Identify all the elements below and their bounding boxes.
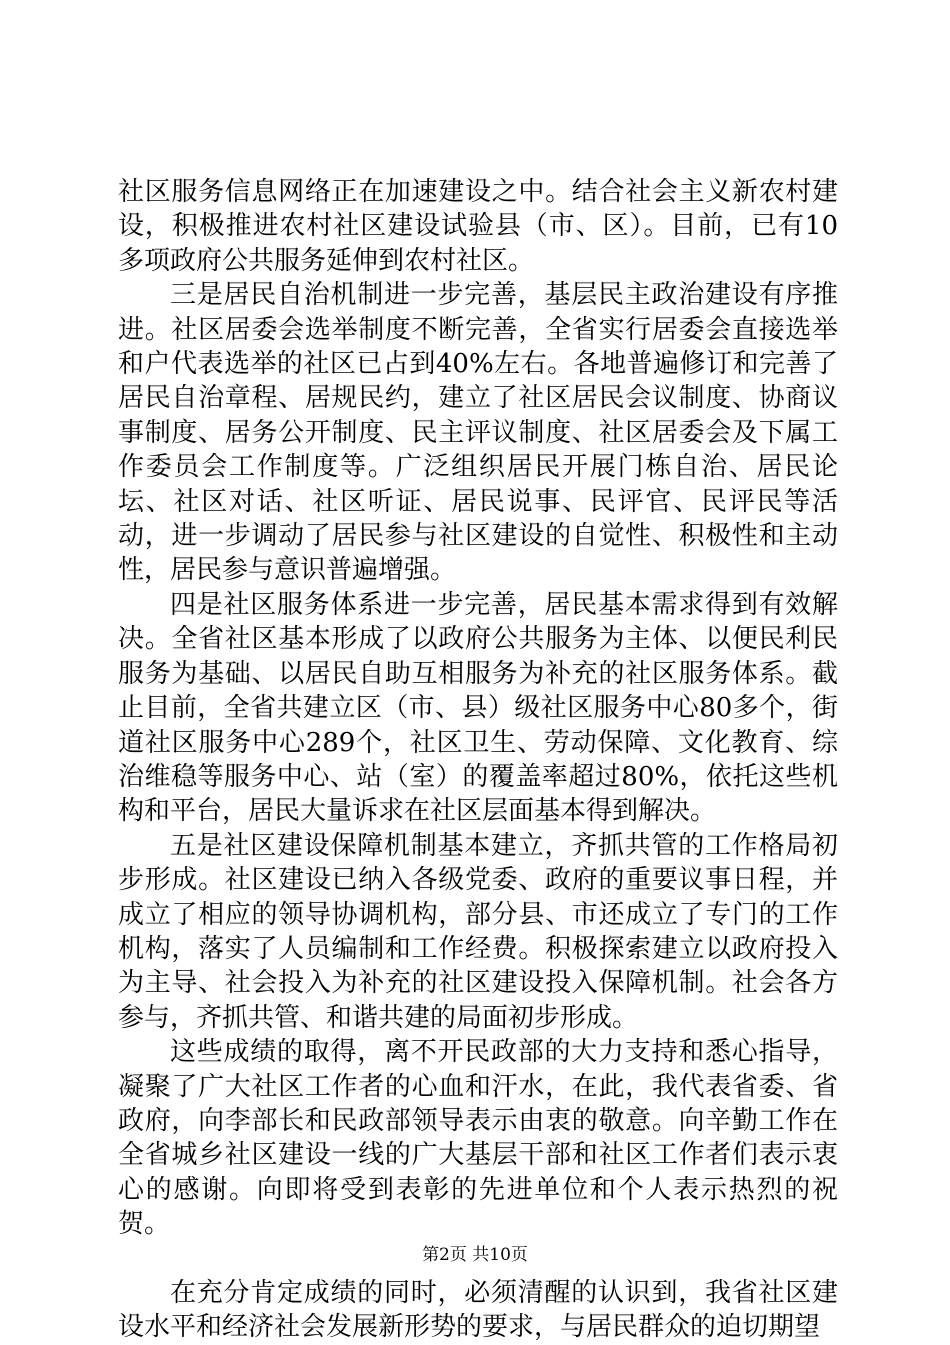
paragraph-resident-autonomy: 三是居民自治机制进一步完善，基层民主政治建设有序推进。社区居委会选举制度不断完善，全省实行居委会直接选举和户代表选举的社区已占到40%左右。各地普遍修订和完善了居民自治章程、居规民约，建立了社区居民会议制度、协商议事制度、居务公开制度、民主评议制度、社区居委会及下属工作委员会工作制度等。广泛组织居民开展门栋自治、居民论坛、社区对话、社区听证、居民说事、民评官、民评民等活动，进一步调动了居民参与社区建设的自觉性、积极性和主动性，居民参与意识普遍增强。 [118, 280, 838, 586]
paragraph-service-system: 四是社区服务体系进一步完善，居民基本需求得到有效解决。全省社区基本形成了以政府公共服务为主体、以便民利民服务为基础、以居民自助互相服务为补充的社区服务体系。截止目前，全省共建立区（市、县）级社区服务中心80多个，街道社区服务中心289个，社区卫生、劳动保障、文化教育、综治维稳等服务中心、站（室）的覆盖率超过80%，依托这些机构和平台，居民大量诉求在社区层面基本得到解决。 [118, 589, 838, 827]
paragraph-community-network: 社区服务信息网络正在加速建设之中。结合社会主义新农村建设，积极推进农村社区建设试验县（市、区）。目前，已有10多项政府公共服务延伸到农村社区。 [118, 177, 838, 276]
document-body [118, 175, 838, 1345]
page-number-label: 第2页 共10页 [422, 1245, 528, 1265]
paragraph-challenges: 在充分肯定成绩的同时，必须清醒的认识到，我省社区建设水平和经济社会发展新形势的要求，与居民群众的迫切期望 [118, 1277, 838, 1343]
paragraph-guarantee-mechanism: 五是社区建设保障机制基本建立，齐抓共管的工作格局初步形成。社区建设已纳入各级党委、政府的重要议事日程，并成立了相应的领导协调机构，部分县、市还成立了专门的工作机构，落实了人员编制和工作经费。积极探索建立以政府投入为主导、社会投入为补充的社区建设投入保障机制。社会各方参与，齐抓共管、和谐共建的局面初步形成。 [118, 830, 838, 1033]
paragraph-acknowledgement: 这些成绩的取得，离不开民政部的大力支持和悉心指导，凝聚了广大社区工作者的心血和汗水，在此，我代表省委、省政府，向李部长和民政部领导表示由衷的敬意。向辛勤工作在全省城乡社区建设一线的广大基层干部和社区工作者们表示衷心的感谢。向即将受到表彰的先进单位和个人表示热烈的祝贺。 [118, 1037, 838, 1240]
page-footer [0, 1244, 950, 1266]
